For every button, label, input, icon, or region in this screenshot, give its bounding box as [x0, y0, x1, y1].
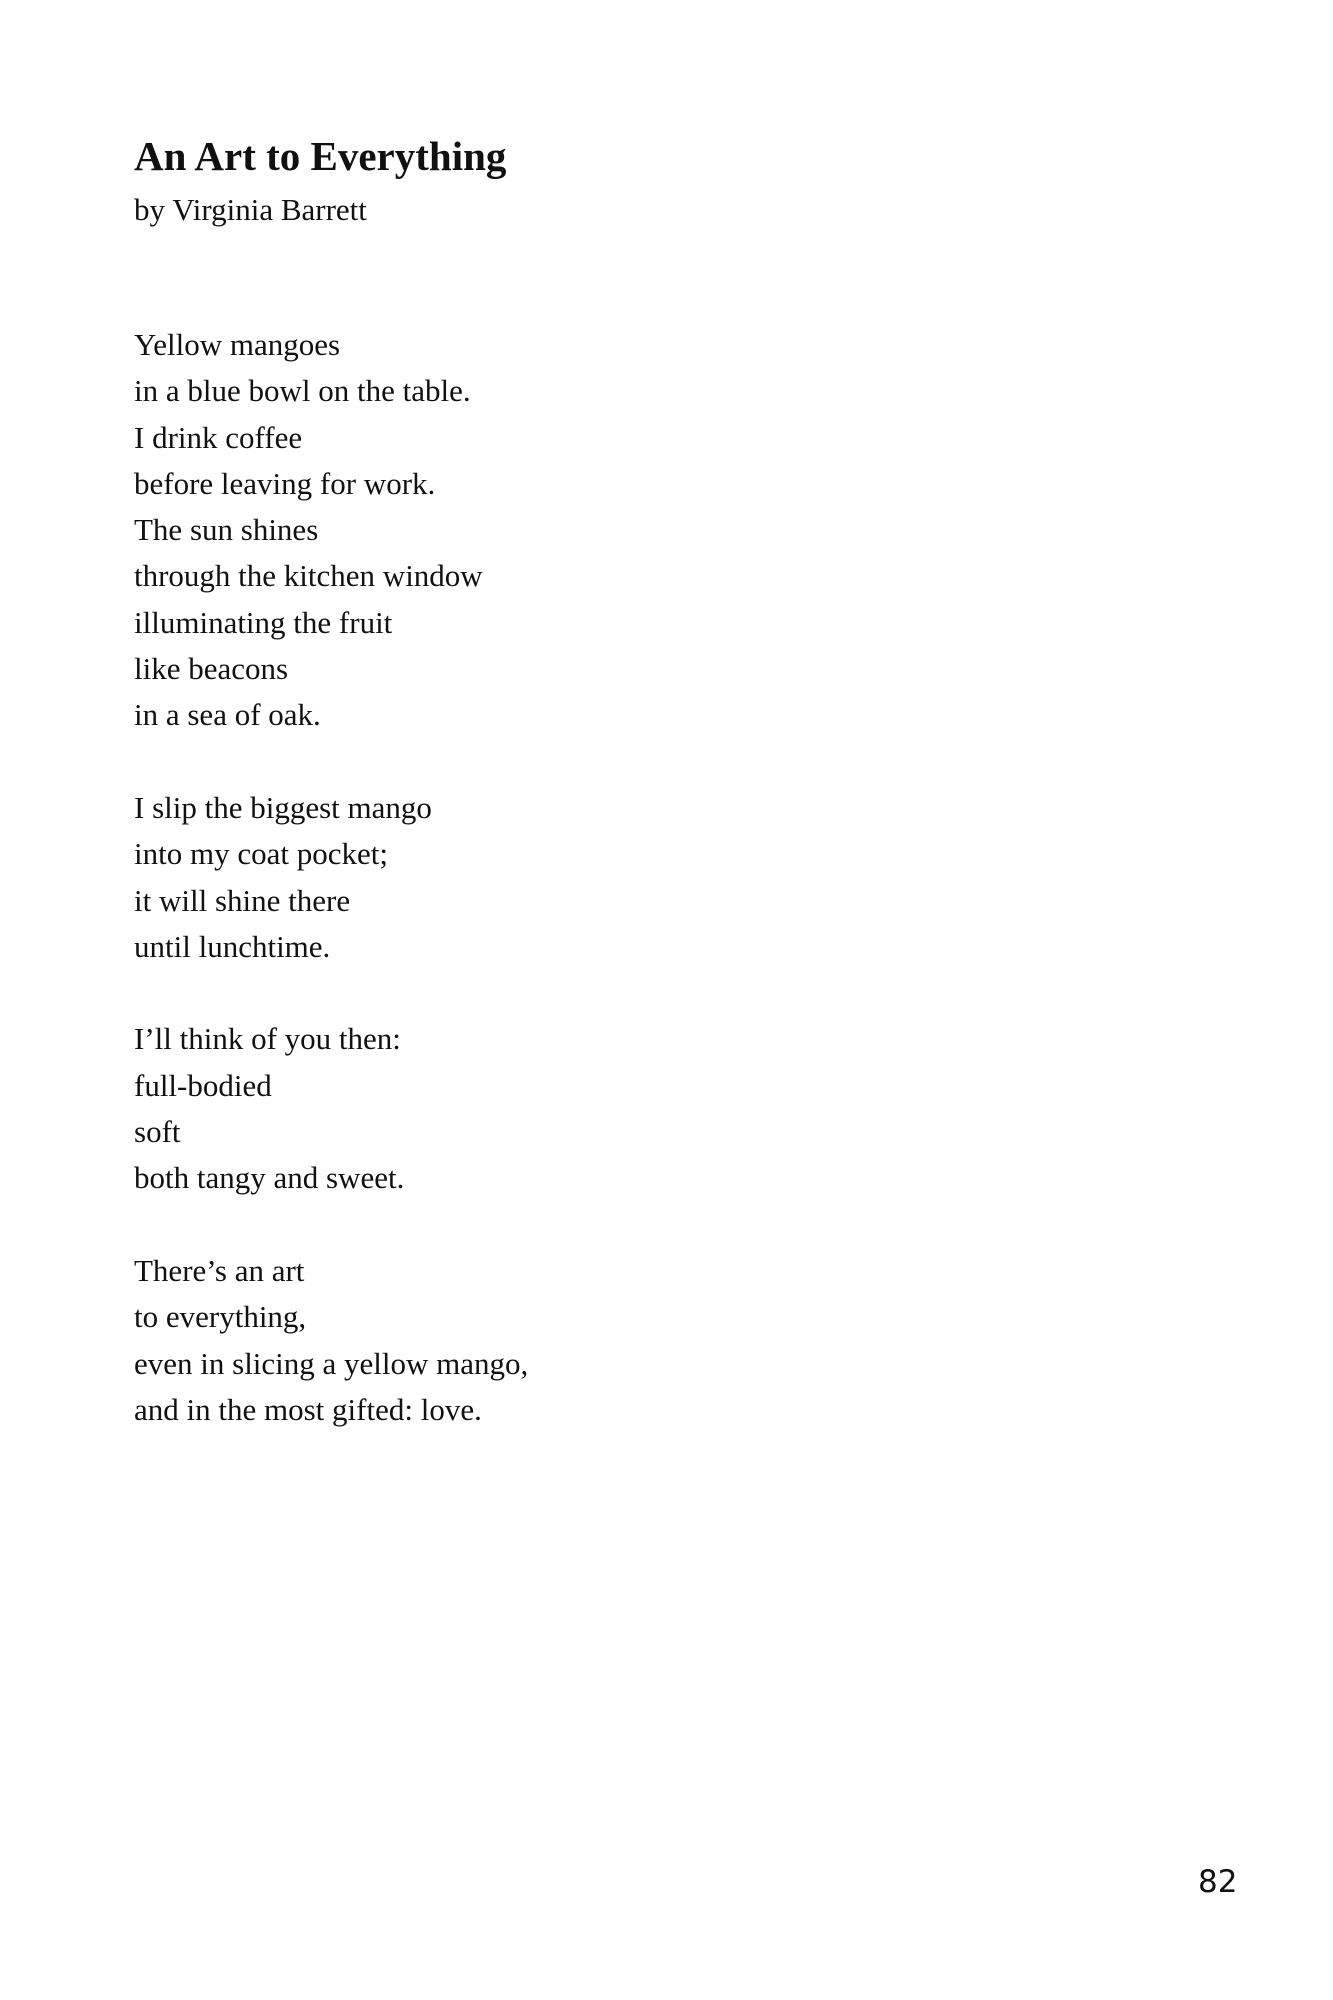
poem-line: into my coat pocket; — [134, 836, 388, 872]
page-number: 82 — [1198, 1864, 1238, 1900]
poem-line: Yellow mangoes — [134, 327, 341, 362]
poem-body — [134, 322, 528, 1479]
poem-line: through the kitchen window — [134, 558, 483, 594]
poem-line: and in the most gifted: love. — [134, 1391, 482, 1427]
poem-line: soft — [134, 1114, 181, 1150]
poem-line: it will shine there — [134, 882, 351, 918]
poem-title: An Art to Everything — [134, 133, 507, 179]
poem-line: like beacons — [134, 651, 289, 687]
poem-line: in a sea of oak. — [134, 697, 321, 733]
poem-line: even in slicing a yellow mango, — [134, 1345, 529, 1381]
poem-line: I slip the biggest mango — [134, 789, 432, 825]
poem-line: until lunchtime. — [134, 928, 331, 964]
poem-line: The sun shines — [134, 512, 319, 548]
stanza — [134, 1248, 528, 1433]
poem-byline: by Virginia Barrett — [134, 192, 367, 227]
poem-line: illuminating the fruit — [134, 604, 393, 640]
poem-line: There’s an art — [134, 1252, 305, 1288]
poem-line: in a blue bowl on the table. — [134, 373, 471, 409]
poem-line: I’ll think of you then: — [134, 1021, 401, 1057]
poem-line: full-bodied — [134, 1067, 272, 1103]
poem-line: both tangy and sweet. — [134, 1160, 405, 1196]
stanza — [134, 322, 528, 739]
stanza — [134, 785, 528, 970]
poem-line: I drink coffee — [134, 419, 303, 455]
poem-line: to everything, — [134, 1299, 307, 1335]
stanza — [134, 1016, 528, 1201]
poem-line: before leaving for work. — [134, 465, 436, 501]
